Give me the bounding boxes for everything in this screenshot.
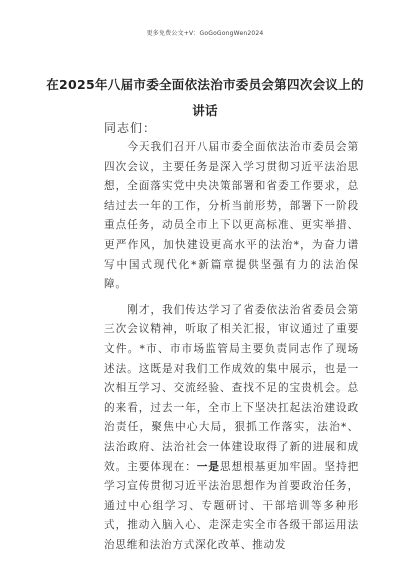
paragraph-1: 今天我们召开八届市委全面依法治市委员会第四次会议，主要任务是深入学习贯彻习近平法治思想，全面落实党中央决策部署和省委工作要求，总结过去一年的工作，分析当前形势，部署下一阶段重点任务，动员全市上下以更高标准、更实举措、更严作风，加快建设更高水平的法治*，为奋力谱写中国式现代化*新篇章提供坚强有力的法治保障。 xyxy=(104,141,359,291)
salutation: 同志们： xyxy=(104,121,157,135)
header-note: 更多免费公文+V：GoGoGongWen2024 xyxy=(146,30,264,37)
document-body xyxy=(104,138,359,561)
paragraph-2 xyxy=(104,301,359,556)
document-title: 在2025年八届市委全面依法治市委员会第四次会议上的讲话 xyxy=(46,77,364,118)
paragraph-2-tail: 思想根基更加牢固。坚持把学习宣传贯彻习近平法治思想作为首要政治任务，通过中心组学习、专题研讨、干部培训等多种形式，推动入脑入心、走深走实全市各级干部运用法治思维和法治方式深化改革、推动发 xyxy=(104,460,359,551)
paragraph-2-lead: 刚才，我们传达学习了省委依法治省委员会第三次会议精神，听取了相关汇报，审议通过了重要文件。*市、市市场监管局主要负责同志作了现场述法。这既是对我们工作成效的集中展示，也是一次相互学习、交流经验、查找不足的宝贵机会。总的来看，过去一年，全市上下坚决扛起法治建设政治责任，聚焦中心大局，狠抓工作落实，法治*、法治政府、法治社会一体建设取得了新的进展和成效。主要体现在： xyxy=(104,303,359,473)
emphasis-first-point: 一是 xyxy=(196,460,220,473)
